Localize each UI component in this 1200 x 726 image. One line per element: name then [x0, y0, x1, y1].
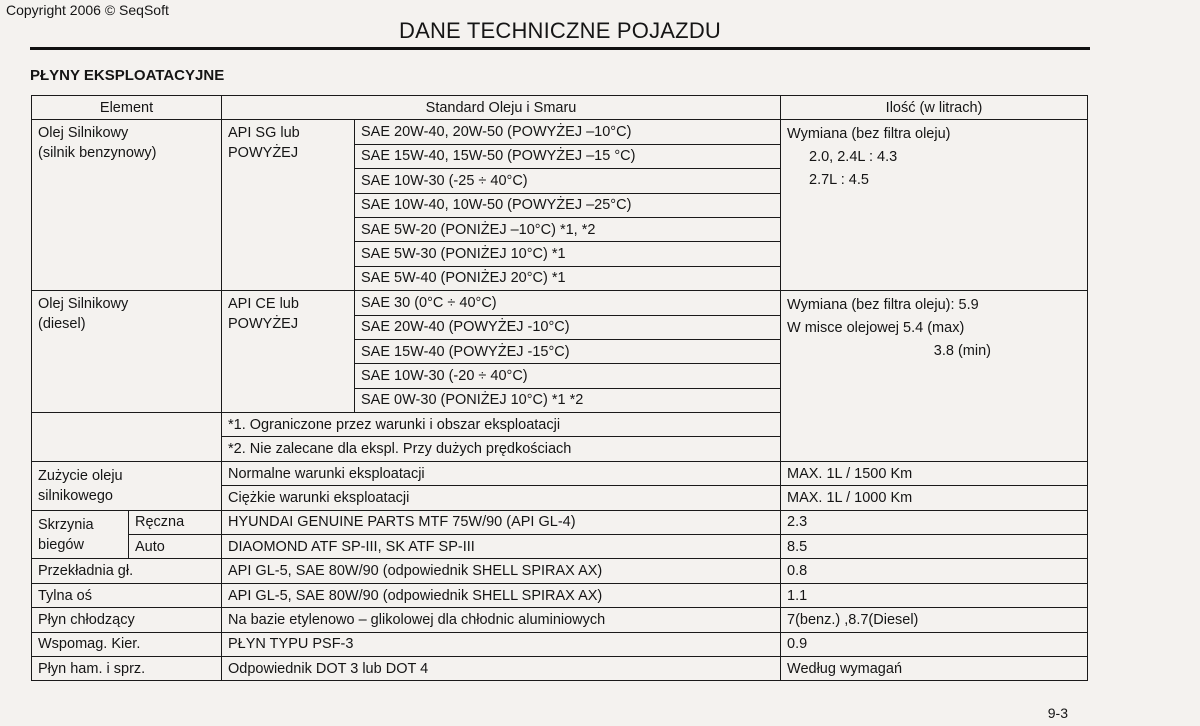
notes-blank — [32, 413, 222, 462]
fluid-element: Płyn chłodzący — [32, 608, 222, 632]
copyright-notice: Copyright 2006 © SeqSoft — [6, 2, 169, 18]
table-row — [32, 535, 1088, 559]
petrol-grade: SAE 5W-30 (PONIŻEJ 10°C) *1 — [355, 242, 781, 266]
fluid-element: Przekładnia gł. — [32, 559, 222, 583]
fluid-quantity: 7(benz.) ,8.7(Diesel) — [781, 608, 1088, 632]
consumption-condition: Ciężkie warunki eksploatacji — [222, 486, 781, 510]
gearbox-type: Auto — [129, 535, 222, 559]
petrol-grade: SAE 10W-40, 10W-50 (POWYŻEJ –25°C) — [355, 193, 781, 217]
fluids-table — [31, 95, 1088, 681]
header-quantity: Ilość (w litrach) — [781, 96, 1088, 120]
fluid-spec: PŁYN TYPU PSF-3 — [222, 632, 781, 656]
petrol-grade: SAE 20W-40, 20W-50 (POWYŻEJ –10°C) — [355, 120, 781, 144]
header-standard: Standard Oleju i Smaru — [222, 96, 781, 120]
gearbox-quantity: 8.5 — [781, 535, 1088, 559]
petrol-grade: SAE 10W-30 (-25 ÷ 40°C) — [355, 169, 781, 193]
fluid-quantity: 1.1 — [781, 583, 1088, 607]
gearbox-element: Skrzynia biegów — [32, 510, 129, 559]
table-row — [32, 559, 1088, 583]
diesel-oil-quantity: Wymiana (bez filtra oleju): 5.9 W misce olejowej 5.4 (max) 3.8 (min) — [781, 291, 1088, 462]
table-row — [32, 120, 1088, 144]
footnote: *1. Ograniczone przez warunki i obszar eksploatacji — [222, 413, 781, 437]
diesel-grade: SAE 20W-40 (POWYŻEJ -10°C) — [355, 315, 781, 339]
fluid-quantity: 0.9 — [781, 632, 1088, 656]
consumption-condition: Normalne warunki eksploatacji — [222, 461, 781, 485]
consumption-quantity: MAX. 1L / 1000 Km — [781, 486, 1088, 510]
gearbox-quantity: 2.3 — [781, 510, 1088, 534]
fluid-spec: API GL-5, SAE 80W/90 (odpowiednik SHELL SPIRAX AX) — [222, 559, 781, 583]
diesel-grade: SAE 0W-30 (PONIŻEJ 10°C) *1 *2 — [355, 388, 781, 412]
diesel-grade: SAE 15W-40 (POWYŻEJ -15°C) — [355, 339, 781, 363]
table-row — [32, 583, 1088, 607]
table-row — [32, 510, 1088, 534]
page-title: DANE TECHNICZNE POJAZDU — [399, 18, 721, 43]
petrol-oil-element: Olej Silnikowy (silnik benzynowy) — [32, 120, 222, 291]
petrol-grade: SAE 5W-20 (PONIŻEJ –10°C) *1, *2 — [355, 217, 781, 241]
diesel-oil-element: Olej Silnikowy (diesel) — [32, 291, 222, 413]
fluid-element: Płyn ham. i sprz. — [32, 656, 222, 680]
consumption-quantity: MAX. 1L / 1500 Km — [781, 461, 1088, 485]
page-number: 9-3 — [1047, 705, 1068, 721]
petrol-grade: SAE 15W-40, 15W-50 (POWYŻEJ –15 °C) — [355, 144, 781, 168]
table-row — [32, 461, 1088, 485]
fluid-element: Tylna oś — [32, 583, 222, 607]
fluid-element: Wspomag. Kier. — [32, 632, 222, 656]
consumption-element: Zużycie oleju silnikowego — [32, 461, 222, 510]
fluid-quantity: 0.8 — [781, 559, 1088, 583]
section-heading: PŁYNY EKSPLOATACYJNE — [30, 67, 225, 84]
table-row — [32, 632, 1088, 656]
gearbox-spec: HYUNDAI GENUINE PARTS MTF 75W/90 (API GL-4) — [222, 510, 781, 534]
fluid-spec: Na bazie etylenowo – glikolowej dla chłodnic aluminiowych — [222, 608, 781, 632]
header-element: Element — [32, 96, 222, 120]
footnote: *2. Nie zalecane dla ekspl. Przy dużych prędkościach — [222, 437, 781, 461]
table-row — [32, 291, 1088, 315]
gearbox-spec: DIAOMOND ATF SP-III, SK ATF SP-III — [222, 535, 781, 559]
petrol-grade: SAE 5W-40 (PONIŻEJ 20°C) *1 — [355, 266, 781, 290]
title-divider — [30, 47, 1090, 50]
gearbox-type: Ręczna — [129, 510, 222, 534]
fluid-spec: API GL-5, SAE 80W/90 (odpowiednik SHELL SPIRAX AX) — [222, 583, 781, 607]
diesel-grade: SAE 10W-30 (-20 ÷ 40°C) — [355, 364, 781, 388]
table-row — [32, 608, 1088, 632]
table-header-row — [32, 96, 1088, 120]
table-row — [32, 656, 1088, 680]
fluid-quantity: Według wymagań — [781, 656, 1088, 680]
petrol-oil-quantity: Wymiana (bez filtra oleju) 2.0, 2.4L : 4.3 2.7L : 4.5 — [781, 120, 1088, 291]
fluid-spec: Odpowiednik DOT 3 lub DOT 4 — [222, 656, 781, 680]
diesel-grade: SAE 30 (0°C ÷ 40°C) — [355, 291, 781, 315]
diesel-oil-class: API CE lub POWYŻEJ — [222, 291, 355, 413]
petrol-oil-class: API SG lub POWYŻEJ — [222, 120, 355, 291]
